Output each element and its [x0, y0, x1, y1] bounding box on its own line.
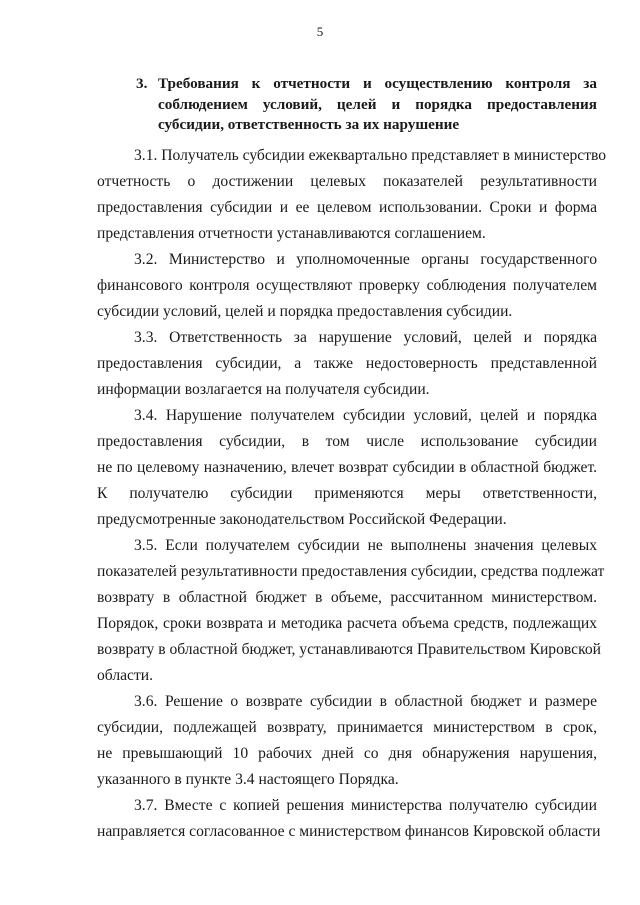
text-line: предусмотренные законодательством Российской Федерации.	[97, 511, 507, 528]
section-number: 3.	[136, 75, 148, 92]
text-line: направляется согласованное с министерством финансов Кировской области	[97, 823, 601, 840]
text-line: показателей результативности предоставления субсидии, средства подлежат	[97, 563, 605, 580]
text-line: возврату в областной бюджет, устанавливаются Правительством Кировской	[97, 641, 602, 658]
text-line: предоставления субсидии и ее целевом использовании. Сроки и форма	[97, 199, 597, 216]
text-line: субсидии, подлежащей возврату, принимается министерством в срок,	[97, 719, 597, 736]
text-line: 3.7. Вместе с копией решения министерства получателю субсидии	[134, 797, 597, 814]
section-title-line-2: соблюдением условий, целей и порядка предоставления	[158, 95, 597, 113]
text-line: 3.4. Нарушение получателем субсидии условий, целей и порядка	[134, 407, 597, 424]
paragraph-3-4	[97, 403, 597, 533]
text-line: 3.6. Решение о возврате субсидии в областной бюджет и размере	[134, 693, 597, 710]
text-line: возврату в областной бюджет в объеме, рассчитанном министерством.	[97, 589, 597, 606]
text-line: области.	[97, 667, 154, 684]
paragraph-3-2	[97, 247, 597, 325]
paragraph-3-3	[97, 325, 597, 403]
text-line: предоставления субсидии, а также недостоверность представленной	[97, 355, 597, 372]
text-line: субсидии условий, целей и порядка предоставления субсидии.	[97, 303, 513, 320]
text-line: 3.1. Получатель субсидии ежеквартально представляет в министерство	[134, 147, 607, 164]
section-title-line-1: Требования к отчетности и осуществлению контроля за	[158, 75, 597, 92]
text-line: не по целевому назначению, влечет возврат субсидии в областной бюджет.	[97, 459, 597, 476]
text-line: 3.3. Ответственность за нарушение условий, целей и порядка	[134, 329, 597, 346]
text-line: финансового контроля осуществляют проверку соблюдения получателем	[97, 277, 597, 294]
text-line: К получателю субсидии применяются меры ответственности,	[97, 485, 597, 502]
text-line: 3.2. Министерство и уполномоченные органы государственного	[134, 251, 597, 268]
section-title-line-3: субсидии, ответственность за их нарушение	[158, 116, 460, 133]
section-heading	[136, 74, 597, 136]
text-line: представления отчетности устанавливаются соглашением.	[97, 225, 486, 242]
paragraph-3-1	[97, 143, 607, 247]
text-line: предоставления субсидии, в том числе использование субсидии	[97, 433, 597, 450]
body-text	[97, 143, 607, 845]
paragraph-3-7	[97, 793, 601, 845]
text-line: отчетность о достижении целевых показателей результативности	[97, 173, 597, 190]
text-line: 3.5. Если получателем субсидии не выполнены значения целевых	[134, 537, 597, 554]
text-line: Порядок, сроки возврата и методика расчета объема средств, подлежащих	[97, 615, 597, 632]
text-line: информации возлагается на получателя субсидии.	[97, 381, 430, 398]
paragraph-3-6	[97, 689, 597, 793]
section-heading-line-1	[136, 74, 597, 95]
text-line: не превышающий 10 рабочих дней со дня обнаружения нарушения,	[97, 745, 597, 762]
page-number: 5	[316, 24, 324, 39]
paragraph-3-5	[97, 533, 605, 689]
text-line: указанного в пункте 3.4 настоящего Порядка.	[97, 771, 399, 788]
